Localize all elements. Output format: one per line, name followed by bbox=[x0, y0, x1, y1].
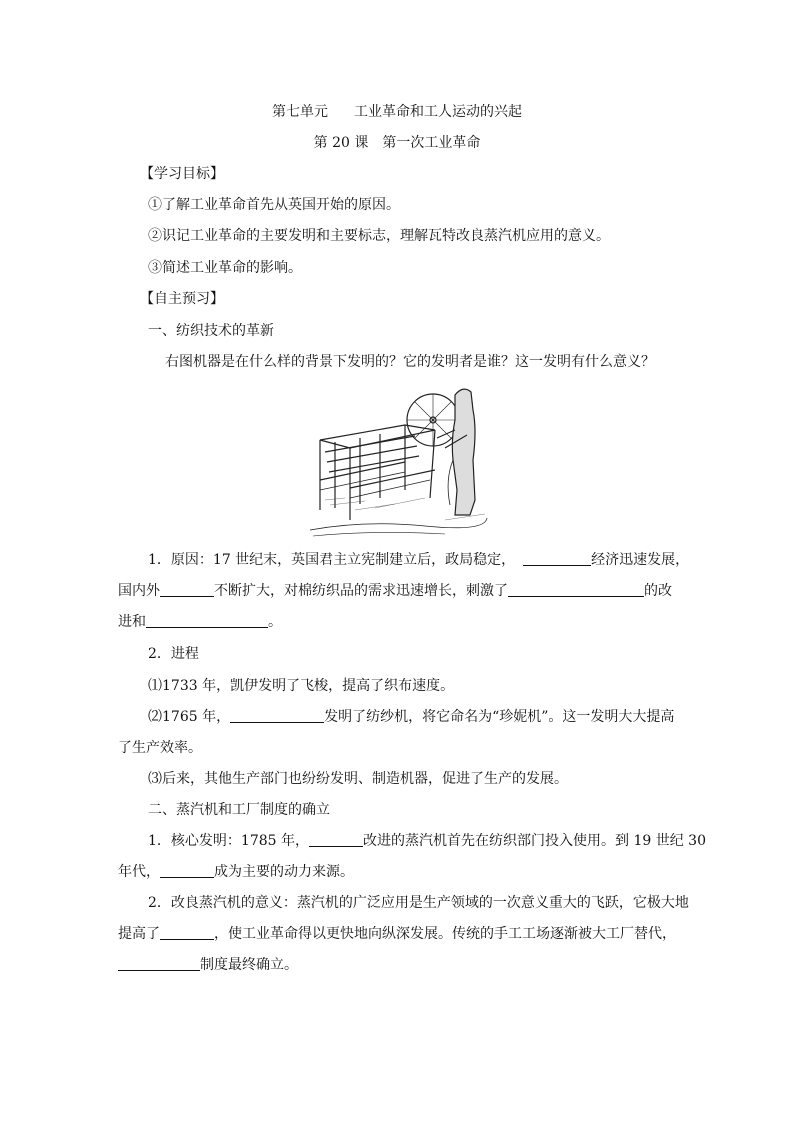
preview-heading: 【自主预习】 bbox=[140, 291, 224, 307]
objective-item-3: ③简述工业革命的影响。 bbox=[148, 260, 302, 276]
process-item-1: ⑴1733 年，凯伊发明了飞梭，提高了织布速度。 bbox=[148, 678, 455, 694]
blank-3[interactable] bbox=[508, 581, 644, 597]
blank-2[interactable] bbox=[160, 581, 214, 597]
core-line-2: 年代， 成为主要的动力来源。 bbox=[118, 864, 354, 880]
cause-line-2: 国内外 不断扩大，对棉纺织品的需求迅速增长，刺激了 的改 bbox=[118, 583, 672, 599]
section-1-heading: 一、纺织技术的革新 bbox=[148, 323, 274, 339]
core-line-1: 1．核心发明：1785 年， 改进的蒸汽机首先在纺织部门投入使用。到 19 世纪 30 bbox=[148, 833, 706, 849]
blank-7[interactable] bbox=[160, 862, 214, 878]
process-item-3: ⑶后来，其他生产部门也纷纷发明、制造机器，促进了生产的发展。 bbox=[148, 771, 568, 787]
blank-9[interactable] bbox=[118, 955, 200, 971]
objective-item-1: ①了解工业革命首先从英国开始的原因。 bbox=[148, 197, 400, 213]
process-item-2-line-1: ⑵1765 年， 发明了纺纱机，将它命名为“珍妮机”。这一发明大大提高 bbox=[148, 709, 675, 725]
meaning-line-3: 制度最终确立。 bbox=[118, 955, 298, 975]
lesson-title: 第 20 课 第一次工业革命 bbox=[313, 135, 481, 151]
process-heading: 2．进程 bbox=[148, 646, 199, 662]
objectives-heading: 【学习目标】 bbox=[140, 166, 224, 182]
unit-title-line bbox=[0, 102, 794, 122]
meaning-line-2: 提高了 ，使工业革命得以更快地向纵深发展。传统的手工工场逐渐被大工厂替代， bbox=[118, 926, 676, 942]
illustration-question: 右图机器是在什么样的背景下发明的？它的发明者是谁？这一发明有什么意义？ bbox=[165, 354, 655, 370]
meaning-line-1: 2．改良蒸汽机的意义：蒸汽机的广泛应用是生产领域的一次意义重大的飞跃，它极大地 bbox=[148, 895, 689, 911]
blank-8[interactable] bbox=[160, 924, 214, 940]
blank-1[interactable] bbox=[523, 550, 591, 566]
blank-6[interactable] bbox=[309, 831, 363, 847]
unit-subtitle: 工业革命和工人运动的兴起 bbox=[354, 104, 522, 120]
cause-line-1: 1．原因：17 世纪末，英国君主立宪制建立后，政局稳定， 经济迅速发展， bbox=[148, 552, 690, 568]
blank-4[interactable] bbox=[146, 612, 268, 628]
objective-item-2: ②识记工业革命的主要发明和主要标志，理解瓦特改良蒸汽机应用的意义。 bbox=[148, 228, 610, 244]
spinning-jenny-illustration bbox=[305, 380, 490, 538]
section-2-heading: 二、蒸汽机和工厂制度的确立 bbox=[148, 802, 330, 818]
unit-title: 第七单元 bbox=[272, 104, 328, 120]
cause-line-3: 进和 。 bbox=[118, 614, 282, 630]
blank-5[interactable] bbox=[230, 707, 324, 723]
process-item-2-line-2: 了生产效率。 bbox=[118, 740, 202, 756]
